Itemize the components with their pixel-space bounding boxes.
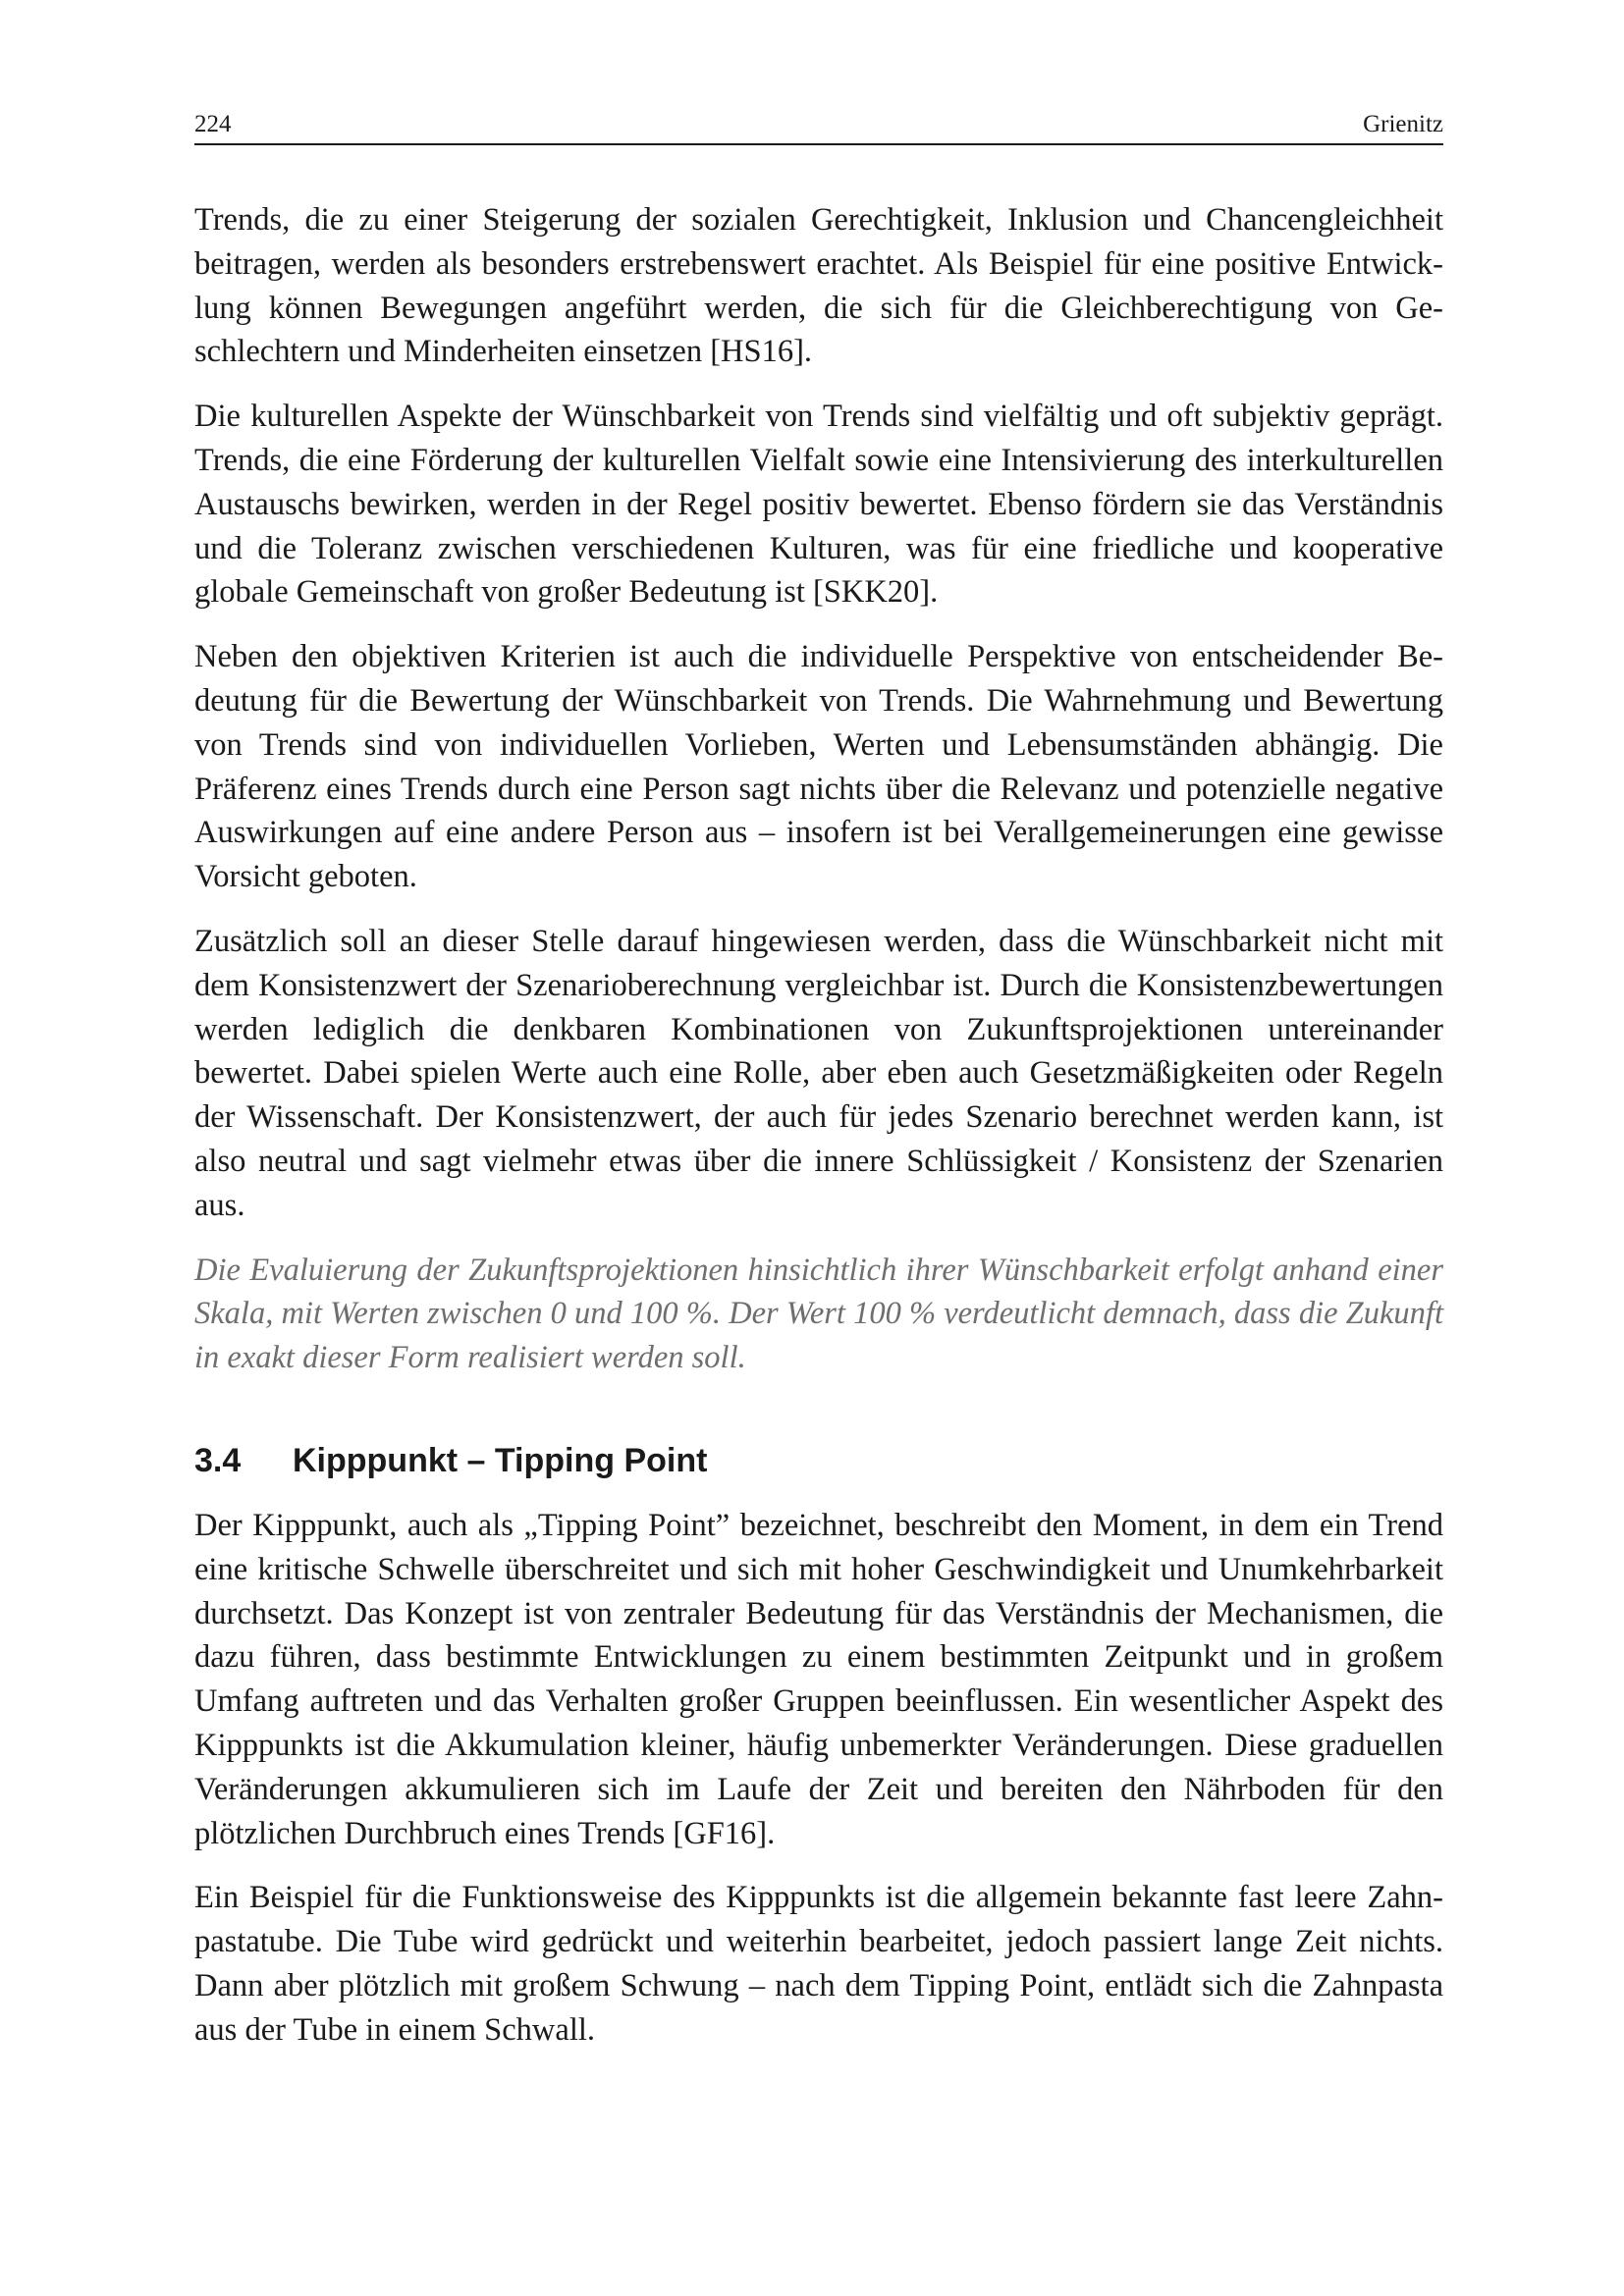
highlight-paragraph: Die Evaluierung der Zukunftsprojektionen hinsichtlich ihrer Wünschbarkeit erfolgt anhand einer Skala, mit Werten zwischen 0 und 100 %. Der Wert 100 % verdeutlicht demnach, dass die Zukunft in exakt dieser Form realisiert werden soll. — [194, 1252, 1443, 1376]
page — [194, 0, 1443, 2296]
paragraph: Ein Beispiel für die Funktionsweise des Kipppunkts ist die allgemein bekannte fast leere Zahnpastatube. Die Tube wird gedrückt und weiterhin bearbeitet, jedoch passiert lange Zeit nichts. Dann aber plötzlich mit großem Schwung – nach dem Tipping Point, entlädt sich die Zahnpasta aus der Tube in einem Schwall. — [194, 1880, 1443, 2048]
paragraph: Zusätzlich soll an dieser Stelle darauf hingewiesen werden, dass die Wünschbarkeit nicht mit dem Konsistenzwert der Szenarioberechnung vergleichbar ist. Durch die Konsistenzbewertungen werden lediglich die denkbaren Kombinationen von Zukunftsprojektionen untereinander bewertet. Dabei spielen Werte auch eine Rolle, aber eben auch Gesetzmäßigkeiten oder Regeln der Wissenschaft. Der Konsistenzwert, der auch für jedes Szenario berechnet werden kann, ist also neutral und sagt vielmehr etwas über die innere Schlüssigkeit / Konsistenz der Szenarien aus. — [194, 923, 1443, 1223]
paragraph: Die kulturellen Aspekte der Wünschbarkeit von Trends sind vielfältig und oft subjektiv geprägt. Trends, die eine Förderung der kulturellen Vielfalt sowie eine Intensivierung des interkulturellen Austauschs bewirken, werden in der Regel positiv bewertet. Ebenso fördern sie das Verständnis und die Toleranz zwischen verschiedenen Kulturen, was für eine friedliche und kooperative globale Gemeinschaft von großer Bedeutung ist [SKK20]. — [194, 399, 1443, 611]
running-head-author: Grienitz — [1363, 111, 1443, 137]
section-heading — [194, 1441, 1443, 1480]
paragraph: Neben den objektiven Kriterien ist auch die individuelle Perspektive von entscheidender Bedeutung für die Bewertung der Wünschbarkeit von Trends. Die Wahrnehmung und Bewertung von Trends sind von individuellen Vorlieben, Werten und Lebensumständen abhängig. Die Präferenz eines Trends durch eine Person sagt nichts über die Relevanz und potenzielle negative Auswirkungen auf eine andere Person aus – insofern ist bei Verallgemeinerungen eine gewisse Vorsicht geboten. — [194, 639, 1443, 895]
paragraph: Trends, die zu einer Steigerung der sozialen Gerechtigkeit, Inklusion und Chancengleichheit beitragen, werden als besonders erstrebenswert erachtet. Als Beispiel für eine positive Entwicklung können Bewegungen angeführt werden, die sich für die Gleichberechtigung von Geschlechtern und Minderheiten einsetzen [HS16]. — [194, 202, 1443, 370]
running-head — [194, 110, 1443, 145]
body-text — [194, 198, 1443, 2072]
section-number: 3.4 — [194, 1441, 242, 1479]
paragraph: Der Kipppunkt, auch als „Tipping Point” bezeichnet, beschreibt den Moment, in dem ein Trend eine kritische Schwelle überschreitet und sich mit hoher Geschwindigkeit und Unumkehrbarkeit durchsetzt. Das Konzept ist von zentraler Bedeutung für das Verständnis der Mechanismen, die dazu führen, dass bestimmte Entwicklungen zu einem bestimmten Zeitpunkt und in großem Umfang auftreten und das Verhalten großer Gruppen beeinflussen. Ein wesentlicher Aspekt des Kipppunkts ist die Akkumulation kleiner, häufig unbemerkter Veränderungen. Diese graduellen Veränderungen akkumulieren sich im Laufe der Zeit und bereiten den Nährboden für den plötzlichen Durchbruch eines Trends [GF16]. — [194, 1507, 1443, 1851]
page-number: 224 — [194, 111, 232, 137]
section-title: Kipppunkt – Tipping Point — [293, 1441, 708, 1479]
